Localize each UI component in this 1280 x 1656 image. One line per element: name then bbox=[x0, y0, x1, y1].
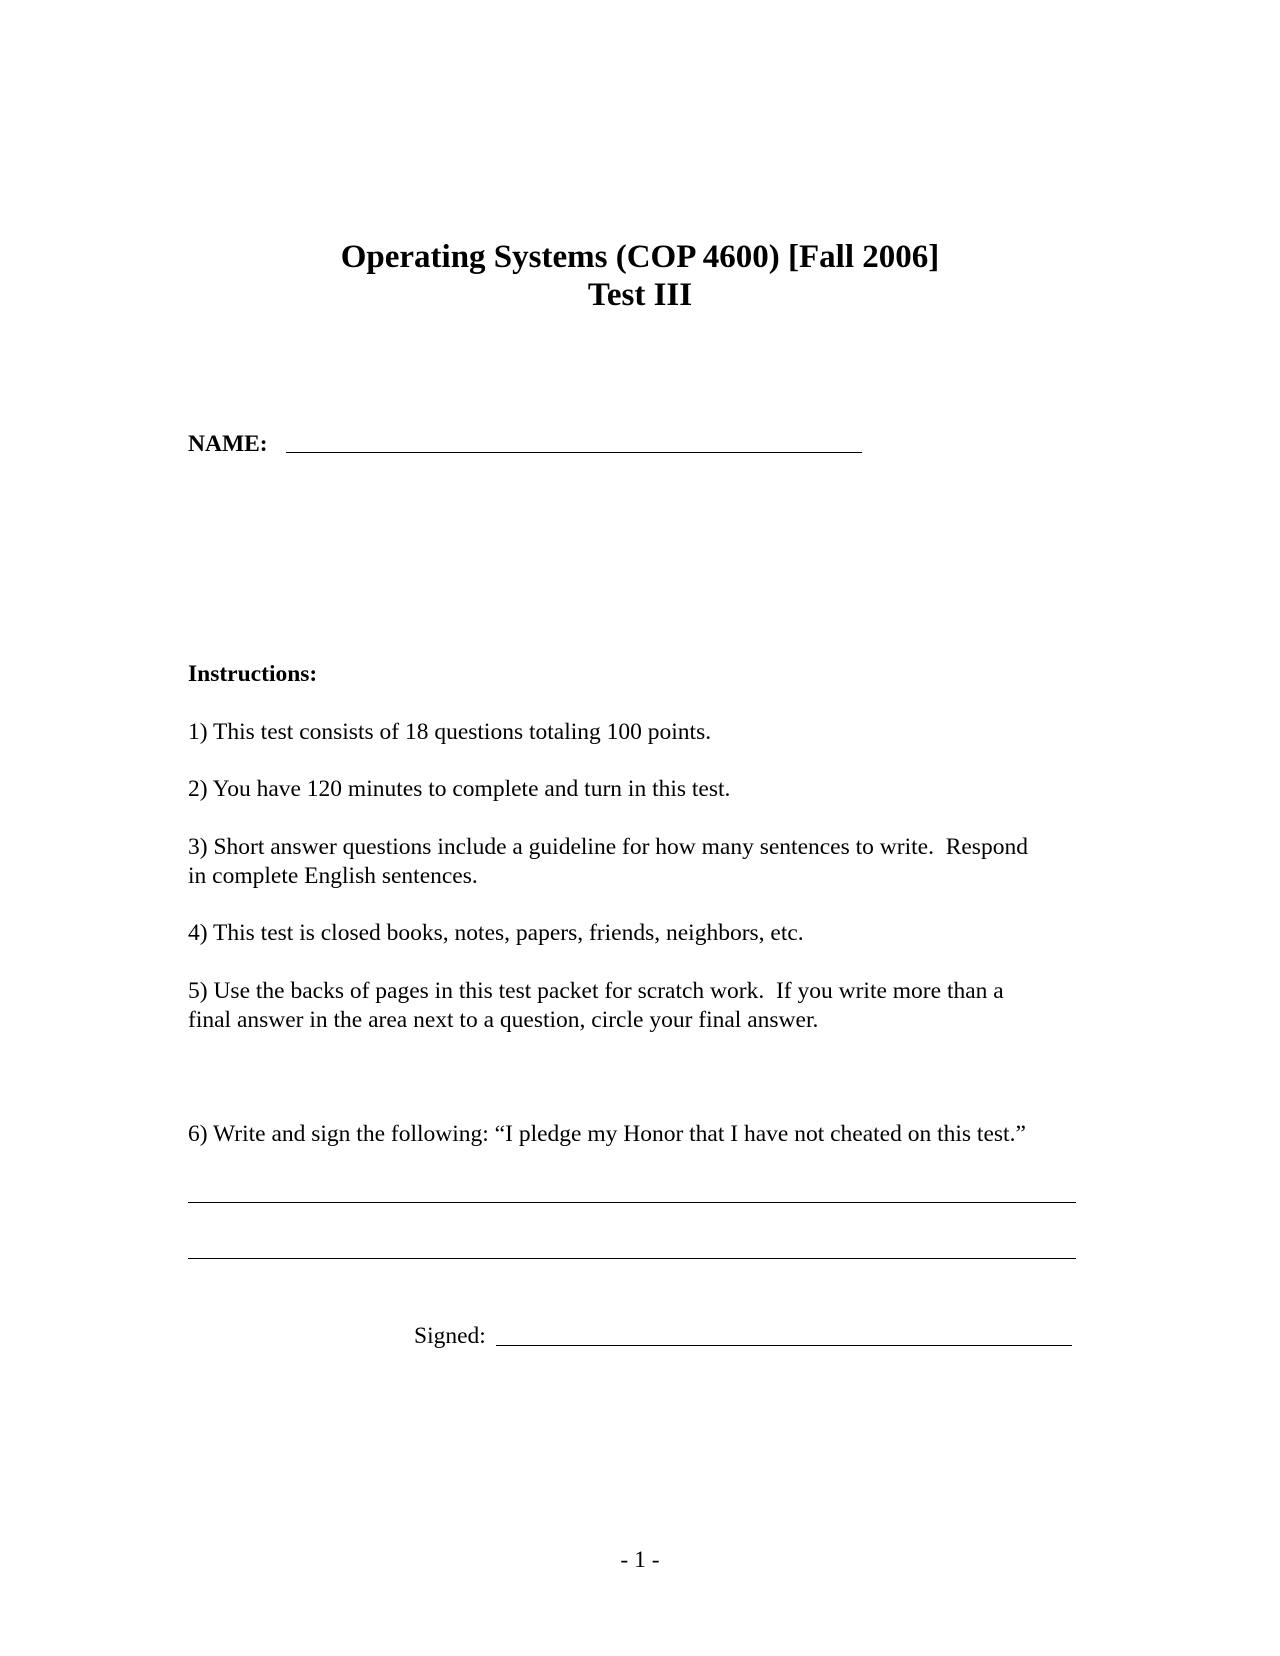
signature-line[interactable] bbox=[496, 1345, 1072, 1346]
instruction-5-line-2: final answer in the area next to a question, circle your final answer. bbox=[188, 1007, 819, 1033]
instruction-4: 4) This test is closed books, notes, papers, friends, neighbors, etc. bbox=[188, 920, 804, 946]
instruction-1: 1) This test consists of 18 questions totaling 100 points. bbox=[188, 719, 712, 745]
name-label: NAME: bbox=[188, 431, 268, 457]
instructions-heading: Instructions: bbox=[188, 661, 318, 687]
instruction-5-line-1: 5) Use the backs of pages in this test packet for scratch work. If you write more than a bbox=[188, 978, 1004, 1004]
title-line-1: Operating Systems (COP 4600) [Fall 2006] bbox=[340, 239, 940, 275]
page-number: - 1 - bbox=[620, 1547, 660, 1573]
name-field-line[interactable] bbox=[286, 452, 862, 453]
pledge-line-1[interactable] bbox=[188, 1202, 1076, 1203]
pledge-line-2[interactable] bbox=[188, 1258, 1076, 1259]
signed-label: Signed: bbox=[414, 1323, 486, 1349]
instruction-3-line-2: in complete English sentences. bbox=[188, 863, 478, 889]
instruction-2: 2) You have 120 minutes to complete and turn in this test. bbox=[188, 776, 731, 802]
instruction-3-line-1: 3) Short answer questions include a guideline for how many sentences to write. Respond bbox=[188, 834, 1028, 860]
instruction-6: 6) Write and sign the following: “I pledge my Honor that I have not cheated on this test.” bbox=[188, 1121, 1026, 1147]
title-line-2: Test III bbox=[587, 277, 693, 313]
